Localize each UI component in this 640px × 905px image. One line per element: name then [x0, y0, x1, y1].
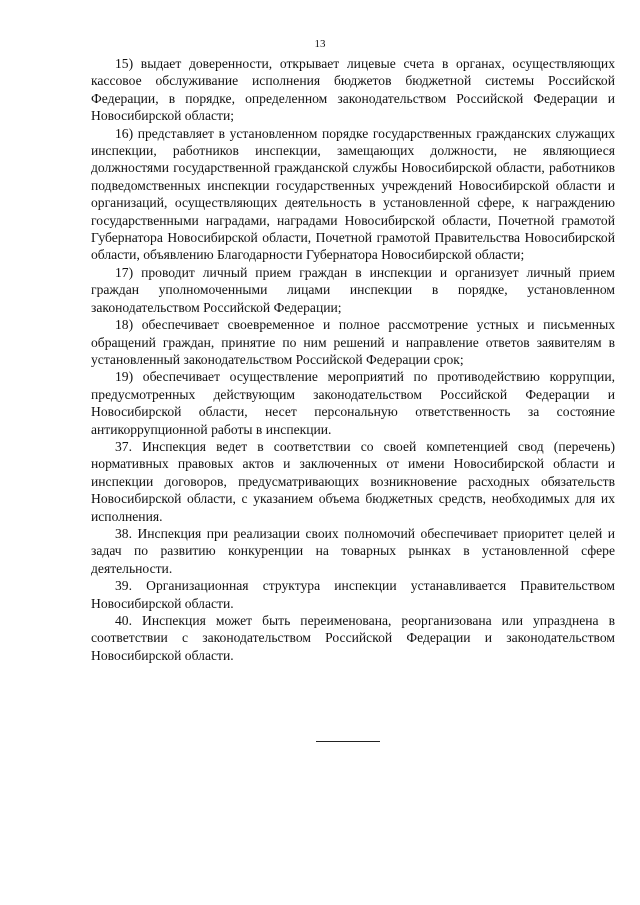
paragraph-item-19: 19) обеспечивает осуществление мероприятий по противодействию коррупции, предусмотренных действующим законодательством Российской Федерации и Новосибирской области, несет персональную ответственность за состояние антикоррупционной работы в инспекции.: [91, 369, 615, 437]
paragraph-item-18: 18) обеспечивает своевременное и полное рассмотрение устных и письменных обращений граждан, принятие по ним решений и направление ответов заявителям в установленный законодательством Российской Федерации срок;: [91, 317, 615, 367]
paragraph-clause-40: 40. Инспекция может быть переименована, реорганизована или упразднена в соответствии с законодательством Российской Федерации и законодательством Новосибирской области.: [91, 613, 615, 663]
paragraph-clause-38: 38. Инспекция при реализации своих полномочий обеспечивает приоритет целей и задач по развитию конкуренции на товарных рынках в установленной сфере деятельности.: [91, 525, 615, 576]
page-number: 13: [314, 38, 326, 50]
paragraph-clause-39: 39. Организационная структура инспекции устанавливается Правительством Новосибирской области.: [91, 578, 615, 611]
document-body: [91, 55, 615, 664]
paragraph-item-17: 17) проводит личный прием граждан в инспекции и организует личный прием граждан уполномоченными лицами инспекции в порядке, установленном законодательством Российской Федерации;: [91, 264, 615, 315]
paragraph-item-15: 15) выдает доверенности, открывает лицевые счета в органах, осуществляющих кассовое обслуживание исполнения бюджетов бюджетной системы Российской Федерации, в порядке, определенном законодательством Российской Федерации и Новосибирской области;: [91, 56, 615, 124]
paragraph-clause-37: 37. Инспекция ведет в соответствии со своей компетенцией свод (перечень) нормативных правовых актов и заключенных от имени Новосибирской области и инспекции договоров, предусматривающих возникновение расходных обязательств Новосибирской области, с указанием объема бюджетных средств, необходимых для их исполнения.: [91, 438, 615, 524]
end-of-document-rule: [316, 741, 380, 742]
paragraph-item-16: 16) представляет в установленном порядке государственных гражданских служащих инспекции, работников инспекции, замещающих должности, не являющиеся должностями государственной гражданской службы Новосибирской области, работников подведомственных инспекции государственных учреждений Новосибирской области и организаций, осуществляющих деятельность в установленной сфере, к награждению государственными наградами, наградами Новосибирской области, Почетной грамотой Губернатора Новосибирской области, Почетной грамотой Правительства Новосибирской области, объявлению Благодарности Губернатора Новосибирской области;: [91, 125, 615, 263]
